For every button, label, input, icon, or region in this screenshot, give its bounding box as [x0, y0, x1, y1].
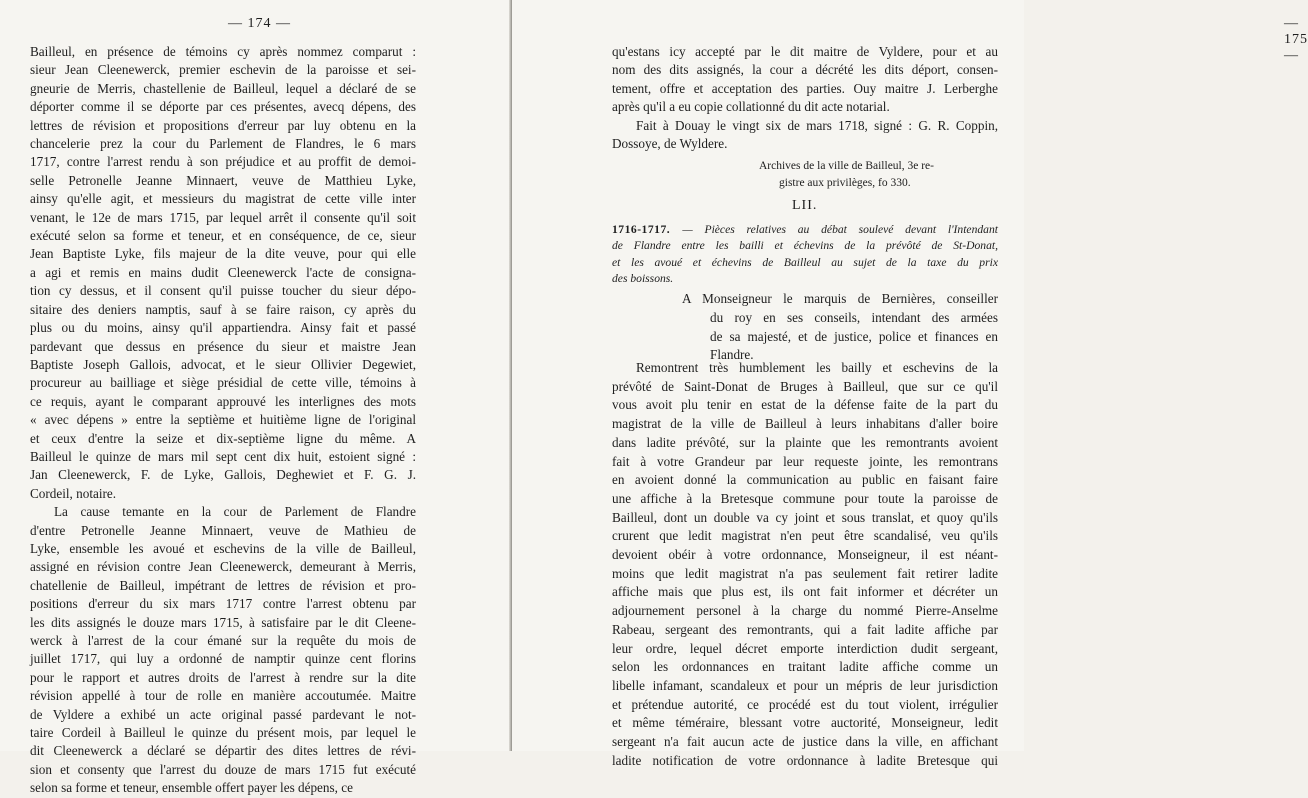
text-line: Remontrent très humblement les bailly et eschevins de la [636, 360, 998, 375]
text-line: Dossoye, de Wyldere. [612, 136, 728, 152]
petition-body [612, 359, 998, 770]
text-line: lettres de révision et propositions d'erreur par luy obtenu en la [30, 117, 416, 133]
text-line: révision appellé à tour de rolle en manière accoutumée. Maitre [30, 688, 416, 704]
text-line: Jan Cleenewerck, F. de Lyke, Gallois, Deghewiet et F. G. J. [30, 467, 416, 483]
archive-reference [759, 158, 934, 192]
text-line: Rabeau, sergeant des remontrants, qui a fait ladite affiche par [612, 621, 998, 637]
text-line: selle Petronelle Jeanne Minnaert, veuve de Matthieu Lyke, [30, 172, 416, 188]
text-line: de Vyldere a exhibé un acte original passé pardevant le not- [30, 706, 416, 722]
summary-text: — Pièces relatives au débat soulevé devant l'Intendant [682, 223, 998, 236]
text-line: une affiche à la Bretesque commune pour toute la paroisse de [612, 490, 998, 506]
text-line: nom des dits assignés, la cour a décrété les dits déport, consen- [612, 62, 998, 78]
text-line: venant, le 12e de mars 1715, par lequel arrêt il consente qu'il soit [30, 209, 416, 225]
text-line: juillet 1717, qui luy a ordonné de namptir quinze cent florins [30, 651, 416, 667]
text-line: Bailleul, en présence de témoins cy après nommez comparut : [30, 44, 416, 59]
archive-reference-line: gistre aux privilèges, fo 330. [779, 177, 911, 189]
text-line: vous avoit plu tenir en estat de la défense faite de la part du [612, 397, 998, 413]
text-line: fait à votre Grandeur par leur requeste jointe, les remontrans [612, 453, 998, 469]
text-line: gneurie de Merris, chastellenie de Bailleul, lequel a déclaré de se [30, 80, 416, 96]
left-page-text [30, 43, 416, 798]
left-page-number: — 174 — [228, 16, 291, 31]
summary-line: de Flandre entre les bailli et échevins de la prévôté de St-Donat, [612, 239, 998, 253]
text-line: a agi et remis en mains dudit Cleenewerck l'acte de consigna- [30, 264, 416, 280]
text-line: exécuté selon sa forme et teneur, et en conséquence, de ce, sieur [30, 228, 416, 244]
text-line: sieur Jean Cleenewerck, premier eschevin de la paroisse et sei- [30, 62, 416, 78]
document-number: LII. [792, 198, 818, 213]
text-line: en avoient donné la communication au public en faisant faire [612, 472, 998, 488]
text-line: selon sa forme et teneur, ensemble offert payer les dépens, ce [30, 780, 353, 796]
right-page-opening-text [612, 43, 998, 153]
text-line: Cordeil, notaire. [30, 485, 117, 501]
text-line: affiche mais que plus est, ils ont fait informer et décréter un [612, 584, 998, 600]
text-line: sitaire des deniers namptis, sauf à se faire raison, cy après du [30, 301, 416, 317]
text-line: pour le rapport et autres droits de l'arrest à rendre sur la dite [30, 669, 416, 685]
text-line: ladite notification de votre ordonnance à ladite Bretesque qui [612, 752, 998, 768]
text-line: procureur au bailliage et siège présidial de cette ville, témoins à [30, 375, 416, 391]
text-line: du roy en ses conseils, intendant des armées [710, 309, 998, 325]
text-line: leur ordre, lequel décret emporte interdiction dudit sergeant, [612, 640, 998, 656]
text-line: ainsy qu'elle agit, et messieurs du magistrat de cette ville inter [30, 191, 416, 207]
text-line: Flandre. [710, 347, 754, 363]
text-line: werck à l'arrest de la cour émané sur la requête du mois de [30, 633, 416, 648]
text-line: positions d'erreur du six mars 1717 contre l'arrest obtenu par [30, 596, 416, 612]
text-line: 1717, contre l'arrest rendu à son préjudice et au proffit de demoi- [30, 154, 416, 170]
summary-date: 1716-1717. [612, 223, 683, 236]
left-page [0, 0, 512, 796]
text-line: magistrat de la ville de Bailleul à leurs inhabitans d'aller boire [612, 416, 998, 432]
text-line: dit Cleenewerck a déclaré se départir des dites lettres de révi- [30, 743, 416, 759]
text-line: Baptiste Joseph Gallois, advocat, et le sieur Ollivier Degewiet, [30, 356, 416, 372]
text-line: sion et consenty que l'arrest du douze de mars 1715 fut exécuté [30, 761, 416, 777]
text-line: moins que ledit magistrat n'a pas seulement fait retirer ladite [612, 565, 998, 581]
text-line: et prétendue autorité, ce procédé est du tout violent, irrégulier [612, 696, 998, 712]
text-line: selon les ordonnances en traitant ladite affiche comme un [612, 659, 998, 675]
text-line: libelle infamant, scandaleux et pour un mépris de leur jurisdiction [612, 677, 998, 693]
text-line: assigné en révision contre Jean Cleenewerck, demeurant à Merris, [30, 559, 416, 575]
text-line: Fait à Douay le vingt six de mars 1718, signé : G. R. Coppin, [636, 117, 998, 133]
text-line: sergeant n'a fait aucun acte de justice dans la ville, en affichant [612, 734, 998, 750]
text-line: tement, offre et acceptation des parties. Ouy maitre J. Lerberghe [612, 80, 998, 96]
right-page-number: — 175 — [1284, 16, 1308, 63]
summary-line: et les avoué et échevins de Bailleul au sujet de la taxe du prix [612, 255, 998, 269]
text-line: tion cy dessus, et il consent qu'il puisse toucher du sieur dépo- [30, 283, 416, 299]
text-line: crurent que ledit magistrat n'en peut être scandalisé, veu qu'ils [612, 528, 998, 544]
text-line: ce requis, ayant le comparant approuvé les interlignes des mots [30, 393, 416, 409]
text-line: et même téméraire, blessant votre auctorité, Monseigneur, ledit [612, 715, 998, 731]
text-line: chancelerie prez la cour du Parlement de Flandres, le 6 mars [30, 136, 416, 152]
archive-reference-line: Archives de la ville de Bailleul, 3e re- [759, 160, 934, 172]
text-line: devoient obéir à votre ordonnance, Monseigneur, il est néant- [612, 547, 998, 563]
text-line: A Monseigneur le marquis de Bernières, conseiller [682, 291, 998, 306]
text-line: d'entre Petronelle Jeanne Minnaert, veuve de Mathieu de [30, 522, 416, 538]
text-line: Jean Baptiste Lyke, fils majeur de la dite veuve, pour qui elle [30, 246, 416, 262]
text-line: Bailleul, dont un double va cy joint et sous translat, et quoy qu'ils [612, 509, 998, 525]
text-line: de sa majesté, et de justice, police et finances en [710, 328, 998, 344]
text-line: adjournement personel à la charge du nommé Pierre-Anselme [612, 603, 998, 619]
text-line: dans ladite prévôté, sur la plainte que les remontrants avoient [612, 434, 998, 450]
summary-line: des boissons. [612, 272, 674, 286]
address-block [682, 290, 998, 365]
text-line: après qu'il a eu copie collationné du dit acte notarial. [612, 99, 890, 115]
text-line: Bailleul le quinze de mars mil sept cent dix huit, estoient signé : [30, 448, 416, 464]
text-line: qu'estans icy accepté par le dit maitre de Vyldere, pour et au [612, 44, 998, 59]
text-line: prévôté de Saint-Donat de Bruges à Bailleul, que sur ce qu'il [612, 378, 998, 394]
text-line: les dits assignés le douze mars 1715, à satisfaire par le dit Cleene- [30, 614, 416, 630]
text-line: taire Cordeil à Bailleul le quinze du présent mois, par lequel le [30, 725, 416, 741]
document-summary [612, 222, 998, 288]
text-line: chatellenie de Bailleul, impétrant de lettres de révision et pro- [30, 577, 416, 593]
text-line: La cause temante en la cour de Parlement de Flandre [54, 504, 416, 520]
text-line: Lyke, ensemble les avoué et eschevins de la ville de Bailleul, [30, 540, 416, 556]
text-line: plus ou du moins, ainsy qu'il appartiendra. Ainsy fait et passé [30, 320, 416, 336]
text-line: et ceux d'entre la seize et dix-septième ligne du même. A [30, 430, 416, 446]
text-line: « avec dépens » entre la septième et huitième ligne de l'original [30, 412, 416, 428]
summary-line [612, 222, 998, 238]
text-line: déporter comme il se déporte par ces présentes, avecq dépens, des [30, 99, 416, 115]
text-line: pardevant que dessus en présence du sieur et maistre Jean [30, 338, 416, 354]
